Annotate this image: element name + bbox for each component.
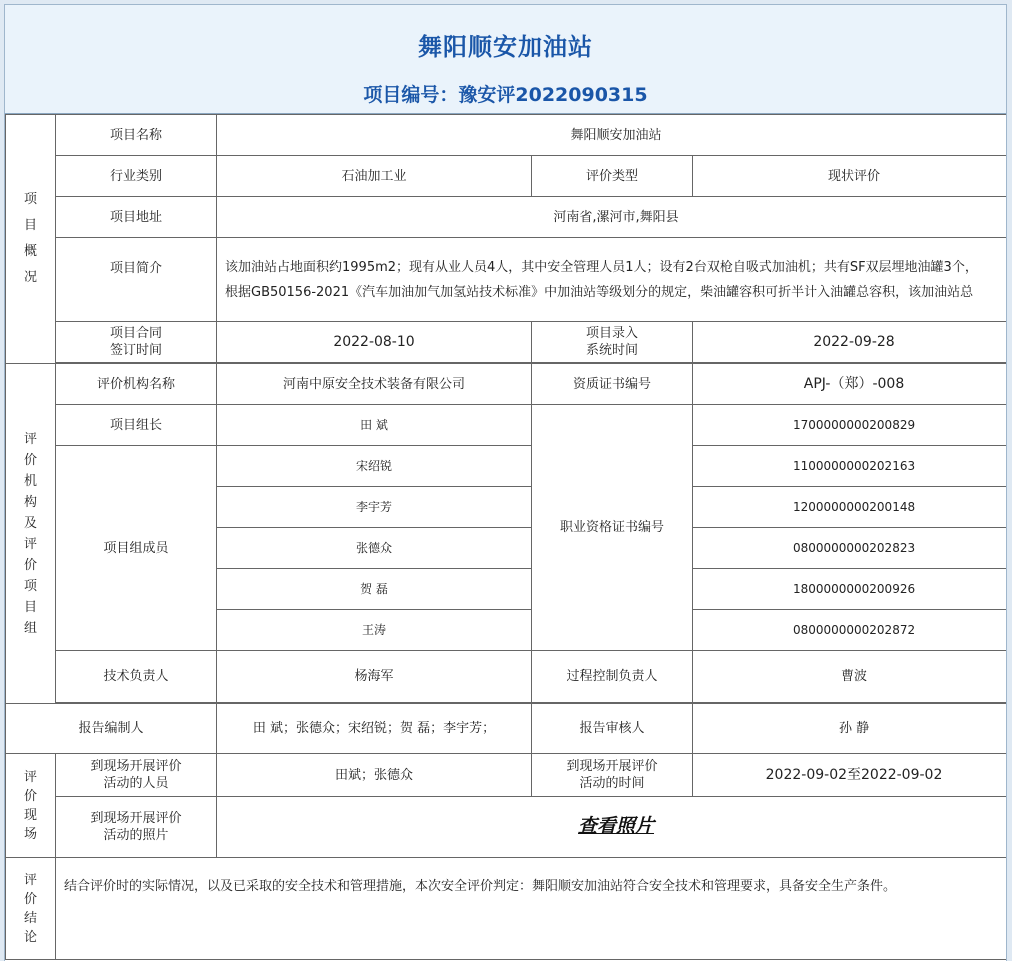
view-photos-link[interactable]: 查看照片	[578, 814, 655, 837]
report-reviewer-value: 孙 静	[693, 704, 1008, 754]
summary-line-2: 根据GB50156-2021《汽车加油加气加氢站技术标准》中加油站等级划分的规定，柴油罐容积可折半计入油罐总容积，该加油站总	[225, 284, 974, 300]
section-conclusion	[6, 858, 56, 960]
org-name-value: 河南中原安全技术装备有限公司	[217, 364, 532, 405]
site-people-value: 田斌；张德众	[217, 754, 532, 797]
site-photo-label	[56, 797, 217, 858]
summary-label: 项目简介	[56, 238, 217, 322]
member-cert: 0800000000202823	[693, 528, 1008, 569]
process-lead-value: 曹波	[693, 651, 1008, 703]
section-site	[6, 754, 56, 858]
member-name: 张德众	[217, 528, 532, 569]
tech-lead-value: 杨海军	[217, 651, 532, 703]
member-name: 田 斌	[217, 405, 532, 446]
section-org	[6, 364, 56, 704]
summary-value	[217, 238, 1008, 322]
contract-date-label	[56, 322, 217, 363]
qual-cert-value: APJ-（郑）-008	[693, 364, 1008, 405]
tech-lead-label: 技术负责人	[56, 651, 217, 703]
eval-type-value: 现状评价	[693, 156, 1008, 197]
site-people-label	[56, 754, 217, 797]
address-value: 河南省,漯河市,舞阳县	[217, 197, 1008, 238]
project-info-table	[5, 114, 1007, 960]
leader-label: 项目组长	[56, 405, 217, 446]
member-name: 王涛	[217, 610, 532, 651]
section-overview	[6, 115, 56, 364]
contract-date-value: 2022-08-10	[217, 322, 532, 363]
project-name-value: 舞阳顺安加油站	[217, 115, 1008, 156]
page-header	[5, 5, 1006, 114]
entry-date-label-line2: 系统时间	[585, 343, 638, 358]
section-conclusion-label: 评价结论	[23, 872, 37, 945]
site-photo-label-line2: 活动的照片	[103, 828, 169, 843]
member-name: 李宇芳	[217, 487, 532, 528]
address-label: 项目地址	[56, 197, 217, 238]
member-cert: 1800000000200926	[693, 569, 1008, 610]
conclusion-text: 结合评价时的实际情况，以及已采取的安全技术和管理措施，本次安全评价判定：舞阳顺安加油站符合安全技术和管理要求，具备安全生产条件。	[56, 858, 1008, 960]
entry-date-label	[532, 322, 693, 363]
member-cert: 1100000000202163	[693, 446, 1008, 487]
project-name-label: 项目名称	[56, 115, 217, 156]
contract-date-label-line1: 项目合同	[109, 326, 162, 341]
org-name-label: 评价机构名称	[56, 364, 217, 405]
member-cert: 0800000000202872	[693, 610, 1008, 651]
site-people-label-line2: 活动的人员	[103, 776, 169, 791]
report-reviewer-label: 报告审核人	[532, 704, 693, 754]
member-cert: 1700000000200829	[693, 405, 1008, 446]
section-site-label: 评价现场	[23, 769, 37, 842]
report-page	[4, 4, 1007, 961]
member-name: 贺 磊	[217, 569, 532, 610]
site-time-value: 2022-09-02至2022-09-02	[693, 754, 1008, 797]
site-time-label	[532, 754, 693, 797]
contract-date-label-line2: 签订时间	[109, 343, 162, 358]
member-cert: 1200000000200148	[693, 487, 1008, 528]
qual-cert-label: 资质证书编号	[532, 364, 693, 405]
project-number: 项目编号：豫安评2022090315	[363, 84, 648, 106]
site-photo-cell	[217, 797, 1008, 858]
entry-date-label-line1: 项目录入	[585, 326, 638, 341]
section-org-label: 评价机构及评价项目组	[23, 431, 37, 636]
site-people-label-line1: 到现场开展评价	[90, 759, 182, 774]
entry-date-value: 2022-09-28	[693, 322, 1008, 363]
industry-value: 石油加工业	[217, 156, 532, 197]
site-time-label-line2: 活动的时间	[579, 776, 645, 791]
report-author-value: 田 斌；张德众；宋绍锐；贺 磊；李宇芳；	[217, 704, 532, 754]
industry-label: 行业类别	[56, 156, 217, 197]
site-photo-label-line1: 到现场开展评价	[90, 811, 182, 826]
members-label: 项目组成员	[56, 446, 217, 651]
member-name: 宋绍锐	[217, 446, 532, 487]
section-overview-label: 项目概况	[23, 192, 37, 285]
prof-cert-label: 职业资格证书编号	[532, 405, 693, 651]
eval-type-label: 评价类型	[532, 156, 693, 197]
site-time-label-line1: 到现场开展评价	[566, 759, 658, 774]
report-author-label: 报告编制人	[6, 704, 217, 754]
summary-line-1: 该加油站占地面积约1995m2；现有从业人员4人，其中安全管理人员1人；设有2台双枪自吸式加油机；共有SF双层埋地油罐3个，	[225, 259, 978, 275]
process-lead-label: 过程控制负责人	[532, 651, 693, 703]
page-title: 舞阳顺安加油站	[418, 33, 593, 61]
